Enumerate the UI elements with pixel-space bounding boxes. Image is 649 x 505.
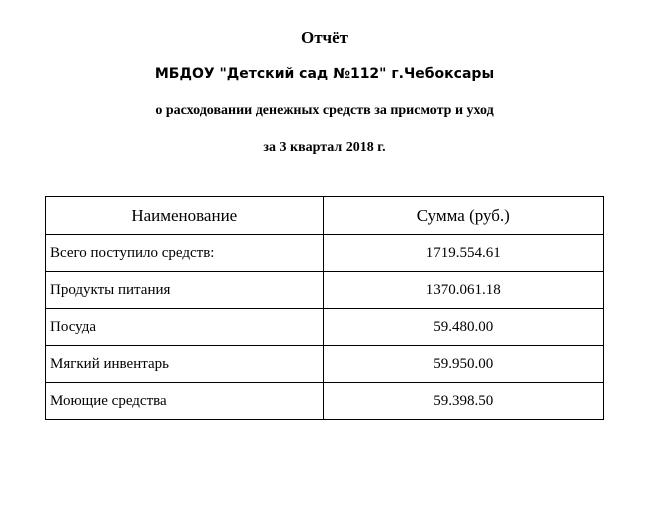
row-name-cell: Мягкий инвентарь	[46, 346, 324, 383]
table-row	[46, 346, 604, 383]
row-sum-cell: 1370.061.18	[323, 272, 603, 309]
table-row	[46, 309, 604, 346]
expense-table	[45, 196, 604, 420]
column-header-name: Наименование	[46, 197, 324, 235]
organization-name: МБДОУ "Детский сад №112" г.Чебоксары	[154, 66, 495, 82]
report-period: за 3 квартал 2018 г.	[263, 140, 386, 155]
row-name-cell: Продукты питания	[46, 272, 324, 309]
column-header-sum: Сумма (руб.)	[323, 197, 603, 235]
row-sum-cell: 1719.554.61	[323, 235, 603, 272]
report-title: Отчёт	[300, 28, 349, 47]
row-sum-cell: 59.480.00	[323, 309, 603, 346]
table-row	[46, 235, 604, 272]
row-sum-cell: 59.950.00	[323, 346, 603, 383]
table-row	[46, 272, 604, 309]
row-name-cell: Моющие средства	[46, 383, 324, 420]
table-header-row	[46, 197, 604, 235]
report-purpose: о расходовании денежных средств за присмотр и уход	[155, 103, 494, 118]
row-name-cell: Всего поступило средств:	[46, 235, 324, 272]
row-sum-cell: 59.398.50	[323, 383, 603, 420]
table-row	[46, 383, 604, 420]
row-name-cell: Посуда	[46, 309, 324, 346]
